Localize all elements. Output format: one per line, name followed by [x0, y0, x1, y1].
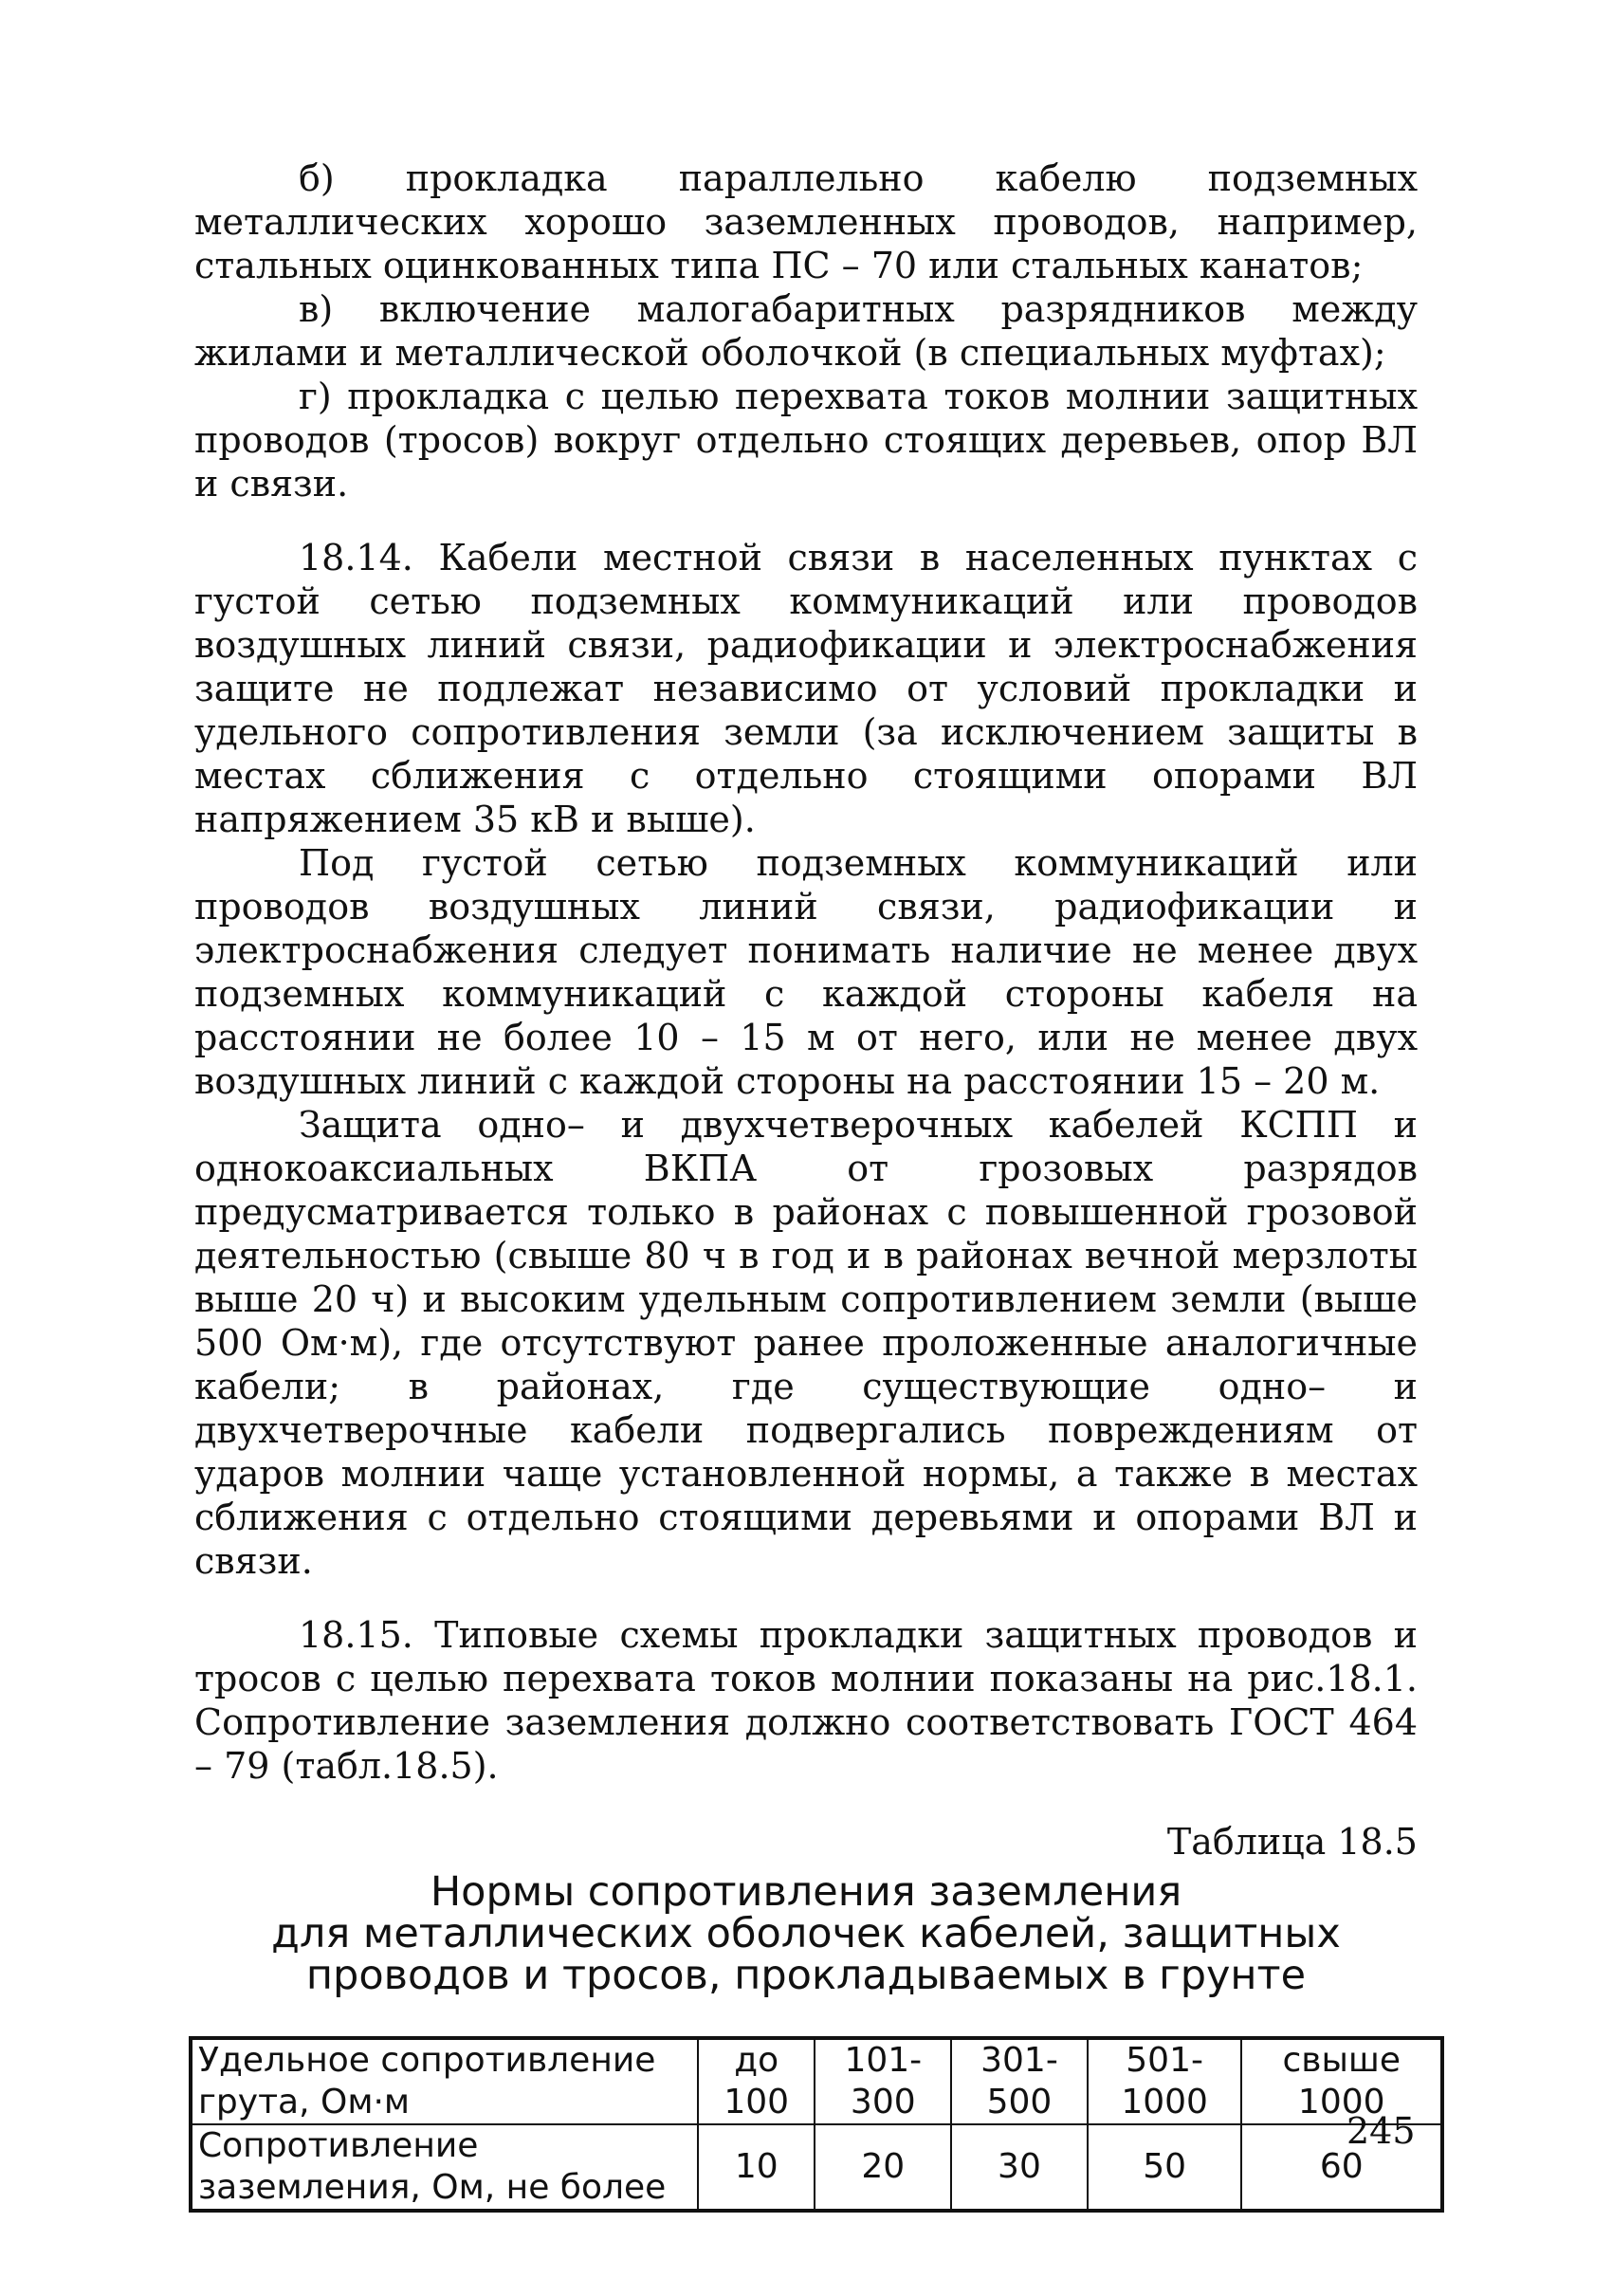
paragraph-protection: Защита одно– и двухчетверочных кабелей КСПП и однокоаксиальных ВКПА от грозовых разрядов предусматривается только в районах с повышенной грозовой деятельностью (свыше 80 ч в год и в районах вечной мерзлоты выше 20 ч) и высоким удельным сопротивлением земли (выше 500 Ом·м), где отсутствуют ранее проложенные аналогичные кабели; в районах, где существующие одно– и двухчетверочные кабели подвергались повреждениям от ударов молнии чаще установленной нормы, а также в местах сближения с отдельно стоящими деревьями и опорами ВЛ и связи. — [194, 1104, 1418, 1582]
table-title-line: Нормы сопротивления заземления — [430, 1868, 1182, 1916]
paragraph-dense-network: Под густой сетью подземных коммуникаций или проводов воздушных линий связи, радиофикации и электроснабжения следует понимать наличие не менее двух подземных коммуникаций с каждой стороны кабеля на расстоянии не более 10 – 15 м от него, или не менее двух воздушных линий с каждой стороны на расстоянии 15 – 20 м. — [194, 842, 1418, 1102]
paragraph-18-14: 18.14. Кабели местной связи в населенных пунктах с густой сетью подземных коммуникаций или проводов воздушных линий связи, радиофикации и электроснабжения защите не подлежат независимо от условий прокладки и удельного сопротивления земли (за исключением защиты в местах сближения с отдельно стоящими опорами ВЛ напряжением 35 кВ и выше). — [194, 537, 1418, 840]
table-cell: 60 — [1241, 2124, 1442, 2211]
paragraph-18-15: 18.15. Типовые схемы прокладки защитных проводов и тросов с целью перехвата токов молнии показаны на рис.18.1. Сопротивление заземления должно соответствовать ГОСТ 464 – 79 (табл.18.5). — [194, 1614, 1418, 1787]
paragraph-v: в) включение малогабаритных разрядников между жилами и металлической оболочкой (в специальных муфтах); — [194, 288, 1418, 374]
table-title-line: для металлических оболочек кабелей, защитных — [271, 1910, 1341, 1957]
table-cell: 30 — [951, 2124, 1088, 2211]
table-row — [191, 2124, 1442, 2211]
table-title-line: проводов и тросов, прокладываемых в грунте — [305, 1952, 1307, 1999]
norms-table — [189, 2036, 1444, 2213]
row-header: Сопротивление заземления, Ом, не более — [191, 2124, 698, 2211]
table-cell: 501-1000 — [1088, 2038, 1242, 2124]
table-cell: 301-500 — [951, 2038, 1088, 2124]
table-cell: до 100 — [698, 2038, 815, 2124]
table-cell: 50 — [1088, 2124, 1242, 2211]
row-header: Удельное сопротивление грута, Ом·м — [191, 2038, 698, 2124]
paragraph-g: г) прокладка с целью перехвата токов молнии защитных проводов (тросов) вокруг отдельно стоящих деревьев, опор ВЛ и связи. — [194, 376, 1418, 505]
table-cell: 10 — [698, 2124, 815, 2211]
page-number: 245 — [1346, 2110, 1416, 2152]
page-body — [194, 156, 1418, 2213]
table-cell: свыше 1000 — [1241, 2038, 1442, 2124]
paragraph-b: б) прокладка параллельно кабелю подземных металлических хорошо заземленных проводов, например, стальных оцинкованных типа ПС – 70 или стальных канатов; — [194, 157, 1418, 286]
table-label: Таблица 18.5 — [1166, 1821, 1418, 1863]
table-cell: 20 — [815, 2124, 951, 2211]
table-row — [191, 2038, 1442, 2124]
table-title — [194, 1868, 1418, 1999]
table-cell: 101-300 — [815, 2038, 951, 2124]
